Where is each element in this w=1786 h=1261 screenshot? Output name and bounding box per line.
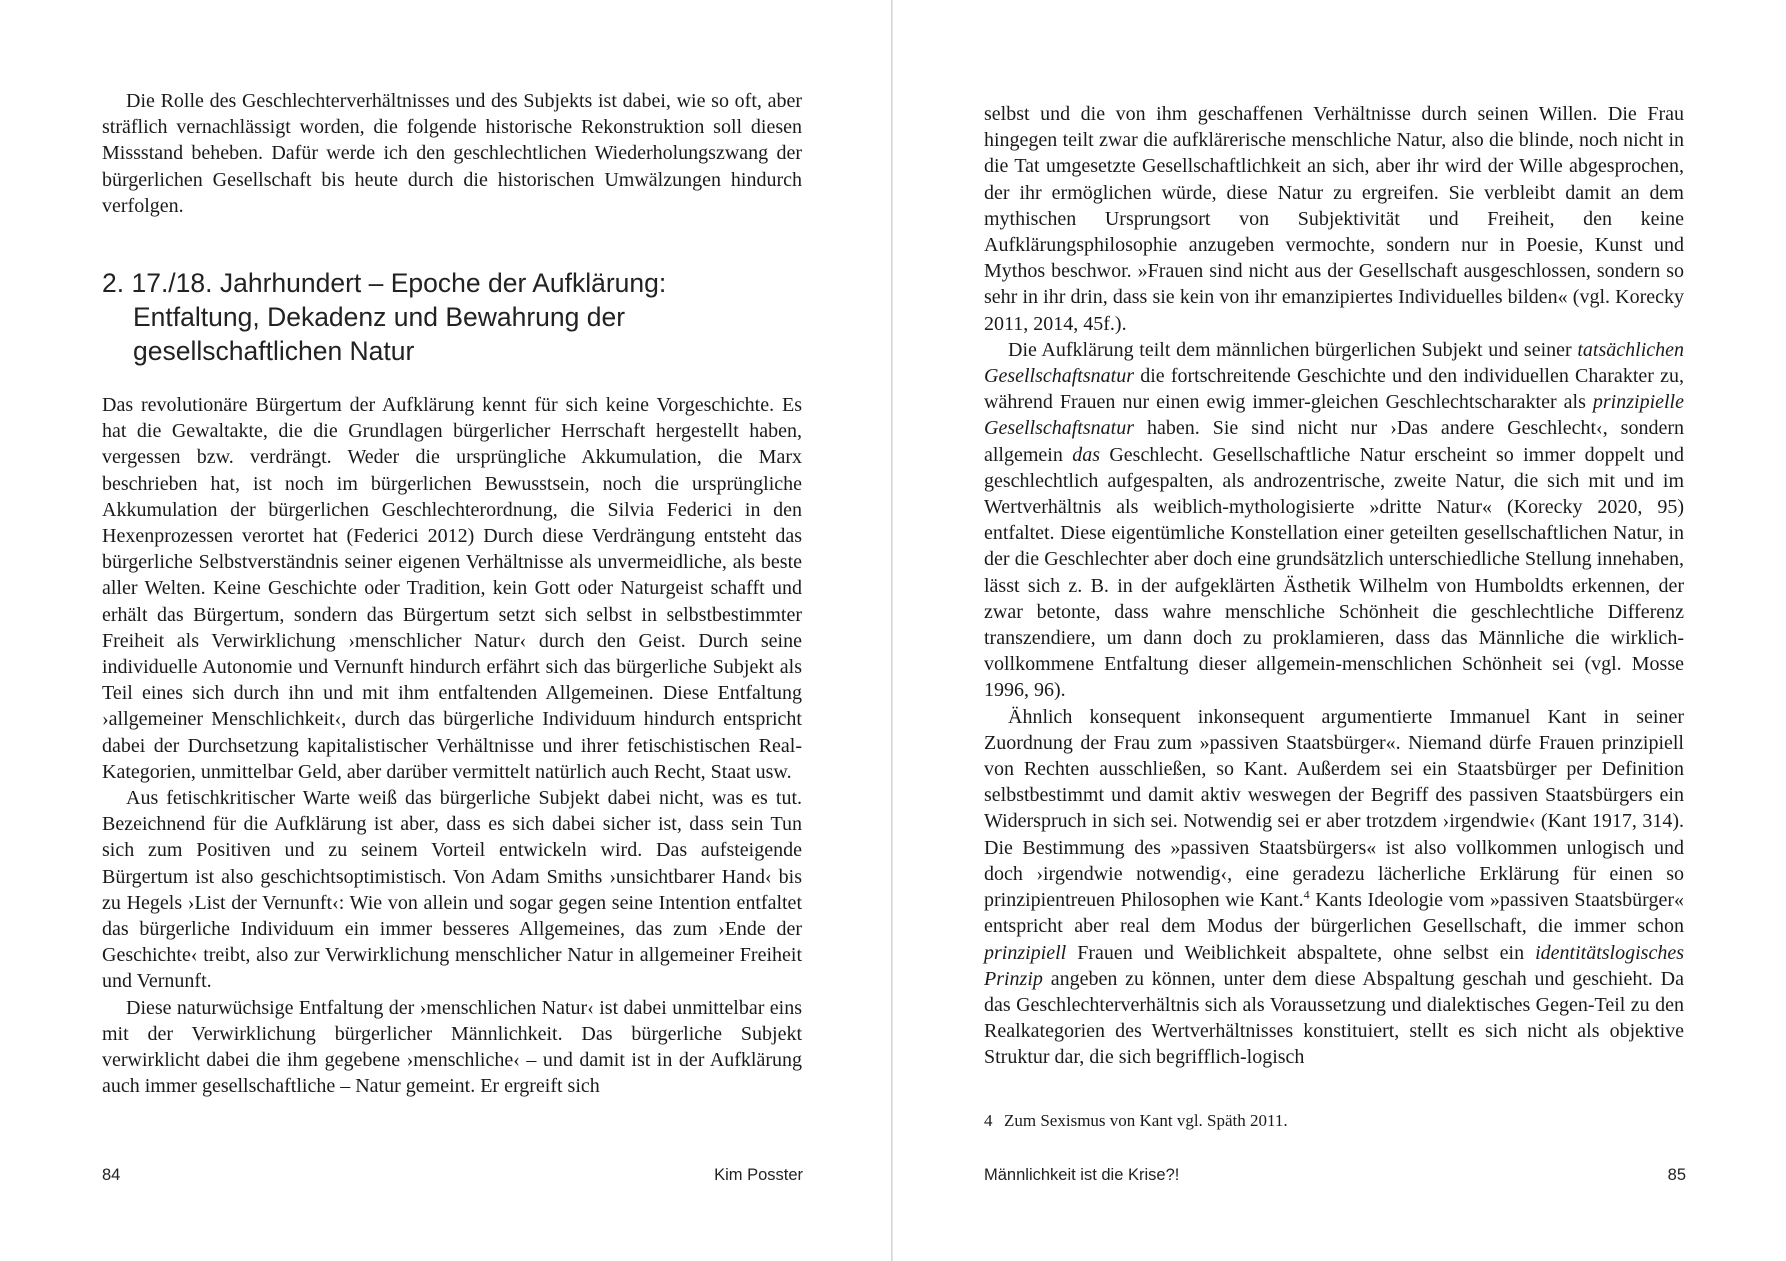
footnote-reference: 4 bbox=[1303, 887, 1310, 902]
intro-paragraph: Die Rolle des Geschlechterverhältnisses und des Subjekts ist dabei, wie so oft, aber sträflich vernachlässigt worden, die folgende historische Rekonstruktion soll diesen Missstand beheben. Dafür werde ich den geschlechtlichen Wiederholungszwang der bürgerlichen Gesellschaft bis heute durch die historischen Umwälzungen hindurch verfolgen. bbox=[102, 90, 802, 217]
page-number-left: 84 bbox=[102, 1166, 121, 1184]
body-paragraph-aufklaerung: Die Aufklärung teilt dem männlichen bürgerlichen Subjekt und seiner tatsächlichen Gesellschaftsnatur die fortschreitende Geschichte und den individuellen Charakter zu, während Frauen nur einen ewig immer-gleichen Geschlechtscharakter als prinzipielle Gesellschaftsnatur haben. Sie sind nicht nur ›Das andere Geschlecht‹, sondern allgemein das Geschlecht. Gesellschaftliche Natur erscheint so immer doppelt und geschlechtlich aufgespalten, als androzentrische, zweite Natur, die sich mit und im Wertverhältnis als weiblich-mythologisierte »dritte Natur« (Korecky 2020, 95) entfaltet. Diese eigentümliche Konstellation einer geteilten gesellschaftlichen Natur, in der die Geschlechter aber doch eine grundsätzlich unterschiedliche Stellung innehaben, lässt sich z. B. in der aufgeklärten Ästhetik Wilhelm von Humboldts erkennen, der zwar betonte, dass wahre menschliche Schönheit die geschlechtliche Differenz transzendiere, um dann doch zu proklamieren, dass das Männliche die wirklich-vollkommene Entfaltung dieser allgemein-menschlichen Schönheit sei (vgl. Mosse 1996, 96). bbox=[984, 338, 1684, 702]
footnote bbox=[984, 1110, 1288, 1132]
left-page bbox=[0, 0, 891, 1261]
emphasis-text: prinzipiell bbox=[984, 941, 1067, 964]
body-paragraph-1: Das revolutionäre Bürgertum der Aufklärung kennt für sich keine Vorgeschichte. Es hat die Gewaltakte, die die Grundlagen bürgerlicher Herrschaft hergestellt haben, vergessen bzw. verdrängt. Weder die ursprüngliche Akkumulation, die Marx beschrieben hat, ist noch im bürgerlichen Bewusstsein, noch die ursprüngliche Akkumulation der bürgerlichen Geschlechterordnung, die Silvia Federici in den Hexenprozessen verortet hat (Federici 2012) Durch diese Verdrängung entsteht das bürgerliche Selbstverständnis seiner eigenen Verhältnisse als unvermeidliche, als beste aller Welten. Keine Geschichte oder Tradition, kein Gott oder Naturgeist schafft und erhält das Bürgertum, sondern das Bürgertum setzt sich selbst in selbstbestimmter Freiheit als Verwirklichung ›menschlicher Natur‹ durch den Geist. Durch seine individuelle Autonomie und Vernunft hindurch erfährt sich das bürgerliche Subjekt als Teil eines sich durch ihn und mit ihm entfaltenden Allgemeinen. Diese Entfaltung ›allgemeiner Menschlichkeit‹, durch das bürgerliche Individuum hindurch entspricht dabei der Durchsetzung kapitalistischer Verhältnisse und ihrer fetischistischen Real-Kategorien, unmittelbar Geld, aber darüber vermittelt natürlich auch Recht, Staat usw. bbox=[102, 394, 802, 783]
heading-line-2: Entfaltung, Dekadenz und Bewahrung der bbox=[133, 302, 626, 332]
running-head-title: Männlichkeit ist die Krise?! bbox=[984, 1166, 1180, 1184]
body-paragraph-3: Diese naturwüchsige Entfaltung der ›menschlichen Natur‹ ist dabei unmittelbar eins mit der Verwirklichung bürgerlicher Männlichkeit. Das bürgerliche Subjekt verwirklicht dabei die ihm gegebene ›menschliche‹ – und damit ist in der Aufklärung auch immer gesellschaftliche – Natur gemeint. Er ergreift sich bbox=[102, 996, 802, 1098]
emphasis-text: das bbox=[1072, 443, 1100, 466]
page-number-right: 85 bbox=[1667, 1166, 1686, 1184]
heading-line-3: gesellschaftlichen Natur bbox=[133, 336, 415, 366]
running-head-author: Kim Posster bbox=[714, 1166, 803, 1184]
emphasis-text: identitätslogisches Prinzip bbox=[984, 941, 1684, 990]
heading-line-1: 2. 17./18. Jahrhundert – Epoche der Aufklärung: bbox=[102, 268, 667, 298]
left-body-column bbox=[102, 392, 802, 1099]
footnote-text: Zum Sexismus von Kant vgl. Späth 2011. bbox=[1004, 1111, 1288, 1130]
body-paragraph-2: Aus fetischkritischer Warte weiß das bürgerliche Subjekt dabei nicht, was es tut. Bezeichnend für die Aufklärung ist aber, dass es sich dabei sicher ist, dass sein Tun sich zum Positiven und zu seinem Vorteil entwickeln wird. Das aufsteigende Bürgertum ist also geschichtsoptimistisch. Von Adam Smiths ›unsichtbarer Hand‹ bis zu Hegels ›List der Vernunft‹: Wie von allein und sogar gegen seine Intention entfaltet das bürgerliche Individuum ein immer besseres Allgemeines, das zum ›Ende der Geschichte‹ treibt, also zur Verwirklichung menschlicher Natur in allgemeiner Freiheit und Vernunft. bbox=[102, 787, 802, 993]
right-page bbox=[893, 0, 1786, 1261]
right-text-column bbox=[984, 101, 1684, 1071]
chapter-heading bbox=[102, 266, 666, 368]
continued-paragraph: selbst und die von ihm geschaffenen Verhältnisse durch seinen Willen. Die Frau hingegen teilt zwar die aufklärerische menschliche Natur, also die blinde, noch nicht in die Tat umgesetzte Gesellschaftlichkeit an sich, aber ihr wird der Wille abgesprochen, der ihr ermöglichen würde, diese Natur zu ergreifen. Sie verbleibt damit an dem mythischen Ursprungsort von Subjektivität und Freiheit, den keine Aufklärungsphilosophie anzugeben vermochte, sondern nur in Poesie, Kunst und Mythos beschwor. »Frauen sind nicht aus der Gesellschaft ausgeschlossen, sondern so sehr in ihr drin, dass sie kein von ihr emanzipiertes Individuelles bilden« (vgl. Korecky 2011, 2014, 45f.). bbox=[984, 103, 1684, 335]
footnote-number: 4 bbox=[984, 1111, 993, 1130]
emphasis-text: prinzipielle Gesellschaftsnatur bbox=[984, 391, 1684, 440]
body-paragraph-kant: Ähnlich konsequent inkonsequent argumentierte Immanuel Kant in seiner Zuordnung der Frau zum »passiven Staatsbürger«. Niemand dürfe Frauen prinzipiell von Rechten ausschließen, so Kant. Außerdem sei ein Staatsbürger per Definition selbstbestimmt und damit aktiv weswegen der Begriff des passiven Staatsbürgers ein Widerspruch in sich sei. Notwendig sei er aber trotzdem ›irgendwie‹ (Kant 1917, 314). Die Bestimmung des »passiven Staatsbürgers« ist also vollkommen unlogisch und doch ›irgendwie notwendig‹, eine geradezu lächerliche Erklärung für einen so prinzipientreuen Philosophen wie Kant.$^4$ Kants Ideologie vom »passiven Staatsbürger« entspricht aber real dem Modus der bürgerlichen Gesellschaft, die immer schon prinzipiell Frauen und Weiblichkeit abspaltete, ohne selbst ein identitätslogisches Prinzip angeben zu können, unter dem diese Abspaltung geschah und geschieht. Da das Geschlechterverhältnis sich als Voraussetzung und dialektisches Gegen-Teil zu den Realkategorien des Wertverhältnisses konstituiert, stellt es sich nicht als objektive Struktur dar, die sich begrifflich-logisch bbox=[984, 705, 1684, 1069]
left-text-column bbox=[102, 88, 802, 219]
emphasis-text: tatsächlichen Gesellschaftsnatur bbox=[984, 338, 1684, 388]
